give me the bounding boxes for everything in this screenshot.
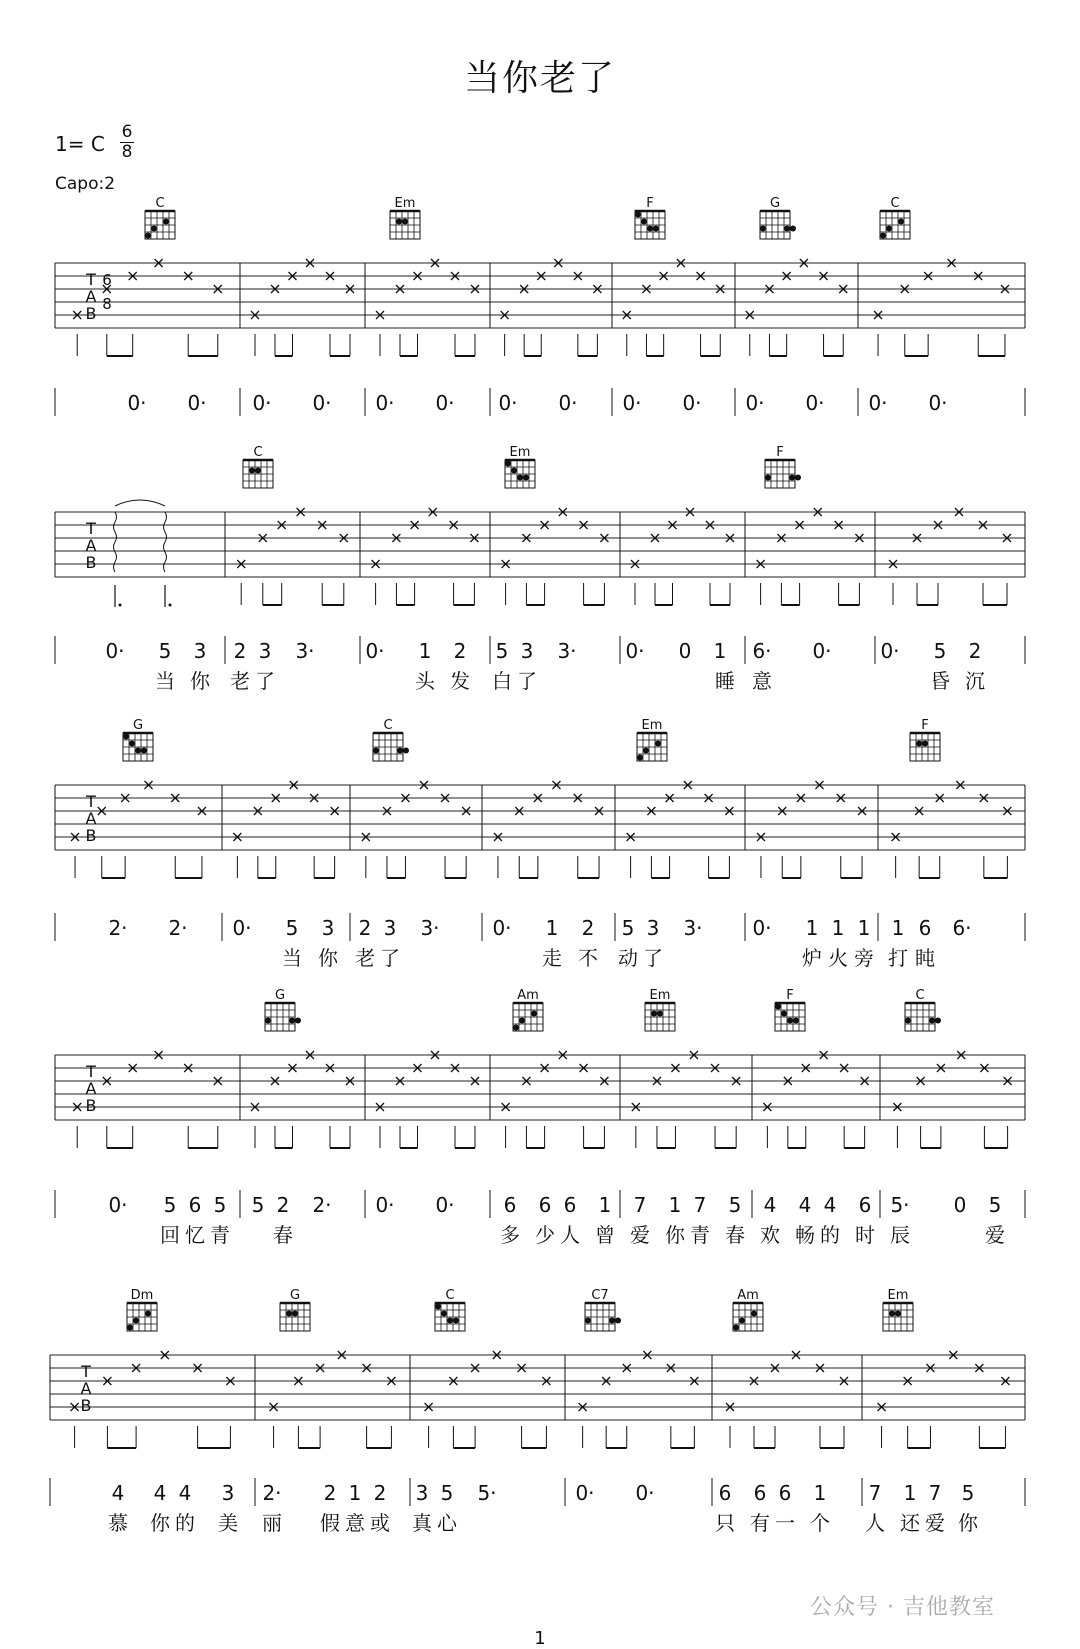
tab-letter: T [86,270,96,289]
jianpu-note: 1 [813,1481,827,1505]
jianpu-note: 5 [163,1193,177,1217]
tab-letter: B [80,1396,92,1415]
jianpu-note: 4 [798,1193,812,1217]
lyric-char: 忆 [185,1223,205,1247]
jianpu-note: 4 [823,1193,837,1217]
lyric-char: 或 [370,1511,390,1535]
jianpu-note: 1 [598,1193,612,1217]
lyric-char: 回 [160,1223,180,1247]
jianpu-note: 7 [928,1481,942,1505]
lyric-char: 的 [820,1223,840,1247]
dot [169,604,172,607]
lyric-char: 曾 [595,1223,615,1247]
lyric-char: 个 [810,1511,830,1535]
chord-dot [403,748,409,754]
chord-name: Am [517,988,539,1003]
lyric-char: 慕 [108,1511,128,1535]
jianpu-note: 3 [520,639,534,663]
jianpu-note: 2 [453,639,467,663]
chord-dot [886,226,892,232]
tab-letter: B [85,304,97,323]
tab-letter: T [81,1362,91,1381]
chord-dot [292,1311,298,1317]
chord-dot [585,1318,591,1324]
chord-dot [123,734,129,740]
chord-name: Em [649,988,671,1003]
chord-dot [531,1011,537,1017]
jianpu-note: 0· [105,639,125,663]
jianpu-note: 2 [581,916,595,940]
lyric-char: 有 [750,1511,770,1535]
chord-dot [641,219,647,225]
jianpu-note: 3· [420,916,440,940]
jianpu-note: 0· [625,639,645,663]
dot [119,604,122,607]
chord-dot [922,741,928,747]
tie-mark [115,500,165,506]
jianpu-note: 3 [383,916,397,940]
chord-dot [635,212,641,218]
jianpu-note: 2 [373,1481,387,1505]
lyric-char: 昏 [930,669,950,693]
jianpu-note: 2· [312,1193,332,1217]
lyric-char: 多 [500,1223,520,1247]
jianpu-note: 1 [891,916,905,940]
chord-dot [129,741,135,747]
jianpu-note: 0· [622,391,642,415]
lyric-char: 欢 [760,1223,780,1247]
jianpu-note: 0· [108,1193,128,1217]
lyric-char: 火 [828,946,848,970]
jianpu-note: 0· [752,916,772,940]
lyric-char: 只 [715,1511,735,1535]
watermark: 公众号 · 吉他教室 [810,1595,995,1620]
lyric-char: 时 [855,1223,875,1247]
jianpu-note: 5 [728,1193,742,1217]
lyric-char: 春 [725,1223,745,1247]
chord-dot [435,1304,441,1310]
chord-dot [789,475,795,481]
jianpu-note: 0· [868,391,888,415]
chord-dot [651,1011,657,1017]
chord-dot [151,226,157,232]
lyric-char: 头 [415,669,435,693]
chord-name: C [890,196,900,211]
lyric-char: 了 [517,669,537,693]
lyric-char: 老 [230,669,250,693]
lyric-char: 丽 [262,1511,282,1535]
jianpu-note: 0· [375,1193,395,1217]
jianpu-note: 1 [831,916,845,940]
lyric-char: 少 [535,1223,555,1247]
chord-dot [517,475,523,481]
lyric-char: 假 [320,1511,340,1535]
lyric-char: 辰 [890,1223,910,1247]
chord-dot [643,748,649,754]
jianpu-note: 2· [168,916,188,940]
jianpu-note: 1 [805,916,819,940]
lyric-char: 沉 [965,669,985,693]
chord-name: G [274,988,286,1003]
jianpu-note: 4 [153,1481,167,1505]
jianpu-note: 0· [745,391,765,415]
jianpu-note: 4 [763,1193,777,1217]
lyric-char: 心 [437,1511,457,1535]
chord-name: Em [394,196,416,211]
chord-dot [880,233,886,239]
jianpu-note: 5 [621,916,635,940]
jianpu-note: 5 [988,1193,1002,1217]
jianpu-note: 5 [933,639,947,663]
chord-dot [397,748,403,754]
jianpu-note: 3 [221,1481,235,1505]
lyric-char: 动 [618,946,638,970]
arpeggio-mark [164,512,167,572]
tab-time-den: 8 [102,295,112,313]
jianpu-note: 6 [538,1193,552,1217]
lyric-char: 老 [355,946,375,970]
time-denominator: 8 [121,142,133,162]
lyric-char: 走 [542,946,562,970]
jianpu-note: 6 [918,916,932,940]
tab-letter: A [85,1079,97,1098]
lyric-char: 的 [175,1511,195,1535]
jianpu-note: 2 [233,639,247,663]
chord-dot [760,226,766,232]
lyric-char: 炉 [802,946,822,970]
chord-name: Em [887,1288,909,1303]
jianpu-note: 0· [880,639,900,663]
jianpu-note: 6· [952,916,972,940]
lyric-char: 白 [492,669,512,693]
chord-dot [145,1311,151,1317]
jianpu-note: 0· [312,391,332,415]
chord-dot [653,226,659,232]
capo-label: Capo:2 [55,174,116,194]
chord-dot [289,1018,295,1024]
jianpu-note: 4 [178,1481,192,1505]
chord-name: G [289,1288,301,1303]
jianpu-note: 7 [693,1193,707,1217]
chord-dot [505,461,511,467]
jianpu-note: 5 [495,639,509,663]
jianpu-note: 0· [127,391,147,415]
jianpu-note: 7 [633,1193,647,1217]
jianpu-note: 6 [188,1193,202,1217]
jianpu-note: 1 [418,639,432,663]
lyric-char: 当 [282,946,302,970]
lyric-char: 青 [210,1223,230,1247]
chord-dot [441,1311,447,1317]
jianpu-note: 0· [928,391,948,415]
lyric-char: 睡 [715,669,735,693]
chord-dot [905,1018,911,1024]
lyric-char: 你 [665,1223,685,1247]
chord-name: Em [641,718,663,733]
jianpu-note: 0 [678,639,692,663]
lyric-char: 不 [578,946,598,970]
jianpu-note: 0· [558,391,578,415]
chord-name: G [132,718,144,733]
jianpu-note: 1 [668,1193,682,1217]
jianpu-note: 5 [213,1193,227,1217]
lyric-char: 打 [888,946,908,970]
chord-dot [739,1318,745,1324]
lyric-char: 盹 [915,946,935,970]
jianpu-note: 0· [435,1193,455,1217]
jianpu-note: 5 [440,1481,454,1505]
jianpu-note: 0· [575,1481,595,1505]
chord-dot [145,233,151,239]
tab-time-num: 6 [102,271,112,289]
chord-dot [655,741,661,747]
chord-dot [511,468,517,474]
lyric-char: 当 [155,669,175,693]
song-title: 当你老了 [463,58,616,99]
lyric-char: 发 [450,669,470,693]
chord-name: F [921,718,929,733]
jianpu-note: 0· [435,391,455,415]
jianpu-note: 0· [498,391,518,415]
tab-letter: B [85,1096,97,1115]
jianpu-note: 5 [158,639,172,663]
chord-dot [609,1318,615,1324]
chord-dot [929,1018,935,1024]
chord-name: F [776,445,784,460]
chord-dot [447,1318,453,1324]
jianpu-note: 5 [251,1193,265,1217]
chord-name: C [445,1288,455,1303]
jianpu-note: 0· [492,916,512,940]
jianpu-note: 2 [968,639,982,663]
lyric-char: 意 [345,1511,365,1535]
lyric-char: 春 [273,1223,293,1247]
chord-dot [519,1018,525,1024]
lyric-char: 你 [150,1511,170,1535]
jianpu-note: 3· [557,639,577,663]
jianpu-note: 3 [193,639,207,663]
chord-dot [615,1318,621,1324]
chord-dot [286,1311,292,1317]
jianpu-note: 3 [646,916,660,940]
lyric-char: 一 [775,1511,795,1535]
chord-name: C [383,718,393,733]
chord-name: C7 [591,1288,609,1303]
lyric-char: 你 [958,1511,978,1535]
jianpu-note: 0· [805,391,825,415]
lyric-char: 青 [690,1223,710,1247]
jianpu-note: 5· [890,1193,910,1217]
jianpu-note: 0· [252,391,272,415]
jianpu-note: 6 [503,1193,517,1217]
jianpu-note: 6 [753,1481,767,1505]
jianpu-note: 1 [713,639,727,663]
chord-dot [781,1011,787,1017]
chord-dot [790,226,796,232]
jianpu-note: 5 [961,1481,975,1505]
key-signature: 1= C [55,132,105,156]
chord-name: C [155,196,165,211]
chord-dot [657,1011,663,1017]
chord-dot [775,1004,781,1010]
chord-dot [141,748,147,754]
tab-letter: A [80,1379,92,1398]
jianpu-note: 1 [857,916,871,940]
lyric-char: 爱 [985,1223,1005,1247]
chord-dot [733,1325,739,1331]
jianpu-note: 3 [415,1481,429,1505]
lyric-char: 了 [643,946,663,970]
lyric-char: 旁 [854,946,874,970]
jianpu-note: 1 [545,916,559,940]
chord-dot [163,219,169,225]
page-number: 1 [534,1628,546,1649]
chord-dot [373,748,379,754]
jianpu-note: 2 [358,916,372,940]
jianpu-note: 0· [232,916,252,940]
jianpu-note: 0· [682,391,702,415]
chord-dot [402,219,408,225]
lyric-char: 还 [900,1511,920,1535]
chord-name: Dm [130,1288,154,1303]
jianpu-note: 3 [258,639,272,663]
chord-dot [249,468,255,474]
tab-letter: B [85,826,97,845]
chord-dot [637,755,643,761]
jianpu-note: 6 [563,1193,577,1217]
lyric-char: 美 [218,1511,238,1535]
lyric-char: 真 [412,1511,432,1535]
lyric-char: 爱 [630,1223,650,1247]
jianpu-note: 6 [718,1481,732,1505]
jianpu-note: 0· [812,639,832,663]
jianpu-note: 5· [477,1481,497,1505]
chord-dot [133,1318,139,1324]
tab-letter: T [86,519,96,538]
chord-name: Am [737,1288,759,1303]
lyric-char: 意 [752,669,772,693]
chord-dot [396,219,402,225]
chord-name: F [646,196,654,211]
chord-dot [751,1311,757,1317]
arpeggio-mark [114,512,117,572]
chord-dot [935,1018,941,1024]
chord-dot [647,226,653,232]
lyric-char: 了 [255,669,275,693]
chord-dot [895,1311,901,1317]
jianpu-note: 0· [365,639,385,663]
chord-dot [255,468,261,474]
chord-name: G [769,196,781,211]
jianpu-note: 2 [323,1481,337,1505]
tab-letter: A [85,536,97,555]
chord-name: C [253,445,263,460]
lyric-char: 你 [318,946,338,970]
jianpu-note: 6 [778,1481,792,1505]
tab-letter: T [86,1062,96,1081]
lyric-char: 畅 [795,1223,815,1247]
chord-dot [265,1018,271,1024]
tab-letter: A [85,809,97,828]
lyric-char: 人 [560,1223,580,1247]
chord-name: Em [509,445,531,460]
chord-dot [793,1018,799,1024]
chord-dot [523,475,529,481]
jianpu-note: 3· [295,639,315,663]
jianpu-note: 2· [262,1481,282,1505]
chord-dot [765,475,771,481]
chord-dot [127,1325,133,1331]
jianpu-note: 2· [108,916,128,940]
jianpu-note: 1 [903,1481,917,1505]
chord-dot [916,741,922,747]
chord-dot [453,1318,459,1324]
jianpu-note: 5 [285,916,299,940]
chord-name: C [915,988,925,1003]
time-numerator: 6 [121,122,133,142]
chord-dot [787,1018,793,1024]
chord-dot [795,475,801,481]
chord-dot [295,1018,301,1024]
chord-dot [513,1025,519,1031]
tab-letter: T [86,792,96,811]
chord-dot [135,748,141,754]
chord-name: F [786,988,794,1003]
jianpu-note: 0· [375,391,395,415]
lyric-char: 你 [190,669,210,693]
chord-dot [784,226,790,232]
chord-dot [889,1311,895,1317]
lyric-char: 人 [865,1511,885,1535]
jianpu-note: 0 [953,1193,967,1217]
tab-letter: B [85,553,97,572]
jianpu-note: 0· [187,391,207,415]
jianpu-note: 0· [635,1481,655,1505]
jianpu-note: 6 [858,1193,872,1217]
jianpu-note: 1 [348,1481,362,1505]
jianpu-note: 3· [683,916,703,940]
jianpu-note: 7 [868,1481,882,1505]
jianpu-note: 6· [752,639,772,663]
chord-dot [898,219,904,225]
jianpu-note: 3 [321,916,335,940]
jianpu-note: 2 [276,1193,290,1217]
lyric-char: 爱 [925,1511,945,1535]
tab-letter: A [85,287,97,306]
lyric-char: 了 [380,946,400,970]
jianpu-note: 4 [111,1481,125,1505]
